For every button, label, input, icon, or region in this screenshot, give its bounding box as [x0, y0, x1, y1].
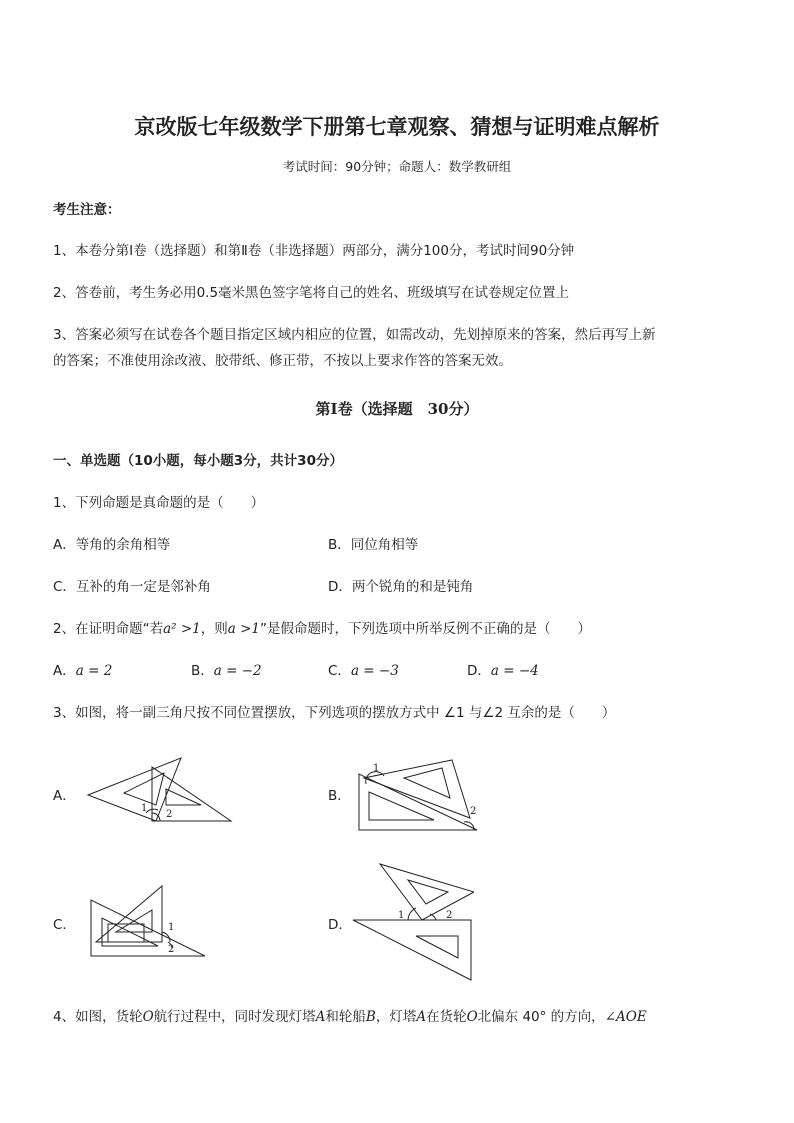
figure-a-svg — [86, 755, 236, 833]
q1-option-c: C．互补的角一定是邻补角 — [53, 579, 211, 595]
notice-item-1: 1、本卷分第Ⅰ卷（选择题）和第Ⅱ卷（非选择题）两部分，满分100分，考试时间90分钟 — [53, 243, 575, 259]
figure-b-angle-1: 1 — [373, 763, 380, 774]
q2-stem-mid: ，则 — [200, 621, 228, 637]
q4-point-o-2: O — [466, 1009, 478, 1025]
q2-option-b — [191, 662, 262, 680]
notice-item-3-line2: 的答案；不准使用涂改液、胶带纸、修正带，不按以上要求作答的答案无效。 — [53, 353, 512, 369]
figure-a-angle-2: 2 — [166, 809, 173, 820]
q2-option-c-label: C． — [328, 663, 351, 679]
part-heading: 一、单选题（10小题，每小题3分，共计30分） — [53, 453, 343, 469]
figure-b-triangle-top — [364, 760, 470, 818]
q2-option-c — [328, 662, 399, 680]
q1-option-b: B．同位角相等 — [328, 537, 419, 553]
figure-d-triangle-top — [380, 864, 474, 920]
q2-stem-post: ”是假命题时，下列选项中所举反例不正确的是（ ） — [260, 621, 591, 637]
q4-point-a-2: A — [416, 1009, 427, 1025]
figure-d-angle-2: 2 — [446, 910, 453, 921]
q2-condition-1: a² >1 — [163, 621, 201, 637]
q4-text-1: 4、如图，货轮 — [53, 1009, 143, 1025]
q3-stem: 3、如图，将一副三角尺按不同位置摆放，下列选项的摆放方式中 ∠1 与∠2 互余的是（ ） — [53, 705, 616, 721]
q4-text-2: 航行过程中，同时发现灯塔 — [153, 1009, 316, 1025]
q4-text-6: 北偏东 40° 的方向， — [477, 1009, 605, 1025]
q3-option-b-label: B． — [328, 788, 351, 804]
section-title: 第Ⅰ卷（选择题 30分） — [315, 400, 479, 418]
q1-option-d: D．两个锐角的和是钝角 — [328, 579, 474, 595]
exam-info: 考试时间：90分钟；命题人：数学教研组 — [282, 159, 512, 174]
q1-stem: 1、下列命题是真命题的是（ ） — [53, 495, 265, 511]
figure-c-svg — [88, 884, 210, 960]
q3-option-c-label: C． — [53, 917, 76, 933]
notice-item-3-line1: 3、答案必须写在试卷各个题目指定区域内相应的位置，如需改动，先划掉原来的答案，然后再写上新 — [53, 327, 656, 343]
q2-option-b-label: B． — [191, 663, 214, 679]
figure-b-svg — [356, 756, 482, 834]
q2-option-d-value: a = −4 — [490, 663, 539, 679]
q2-option-d-label: D． — [467, 663, 491, 679]
q2-option-c-value: a = −3 — [350, 663, 399, 679]
figure-d-triangle-top-inner — [408, 880, 448, 904]
notice-item-2: 2、答卷前，考生务必用0.5毫米黑色签字笔将自己的姓名、班级填写在试卷规定位置上 — [53, 285, 570, 301]
q3-figure-d — [350, 862, 474, 982]
figure-d-angle-1: 1 — [398, 910, 405, 921]
figure-a-angle-1: 1 — [141, 803, 148, 814]
figure-d-triangle-base — [353, 920, 471, 980]
q4-text-5: 在货轮 — [426, 1009, 467, 1025]
q4-stem — [53, 1008, 647, 1026]
q4-point-o: O — [142, 1009, 154, 1025]
q4-angle-aoe: ∠AOE — [604, 1009, 647, 1025]
q2-option-a-label: A． — [53, 663, 76, 679]
q3-option-a-label: A． — [53, 788, 76, 804]
figure-c-angle-1: 1 — [168, 922, 175, 933]
q2-stem-pre: 2、在证明命题“若 — [53, 621, 164, 637]
notice-heading: 考生注意： — [53, 202, 121, 218]
q4-point-a: A — [315, 1009, 326, 1025]
q3-figure-b — [356, 756, 482, 834]
q4-point-b: B — [365, 1009, 376, 1025]
q2-option-d — [467, 662, 539, 680]
q1-option-a: A．等角的余角相等 — [53, 537, 171, 553]
q4-text-3: 和轮船 — [325, 1009, 366, 1025]
page-title: 京改版七年级数学下册第七章观察、猜想与证明难点解析 — [134, 114, 660, 139]
q2-stem — [53, 620, 591, 638]
q2-condition-2: a >1 — [227, 621, 260, 637]
q2-option-b-value: a = −2 — [213, 663, 262, 679]
figure-d-svg — [350, 862, 474, 982]
q3-option-d-label: D． — [328, 917, 352, 933]
figure-c-angle-2: 2 — [168, 944, 175, 955]
figure-b-angle-2: 2 — [470, 806, 477, 817]
figure-d-arc-2 — [430, 914, 436, 920]
q3-figure-a — [86, 755, 236, 833]
q2-option-a — [53, 662, 112, 680]
q2-option-a-value: a = 2 — [75, 663, 113, 679]
q4-text-4: ，灯塔 — [375, 1009, 417, 1025]
figure-b-triangle-top-inner — [404, 768, 450, 798]
figure-b-triangle-base-inner — [369, 792, 434, 820]
q3-figure-c — [88, 884, 210, 960]
figure-a-triangle-small — [152, 767, 231, 821]
